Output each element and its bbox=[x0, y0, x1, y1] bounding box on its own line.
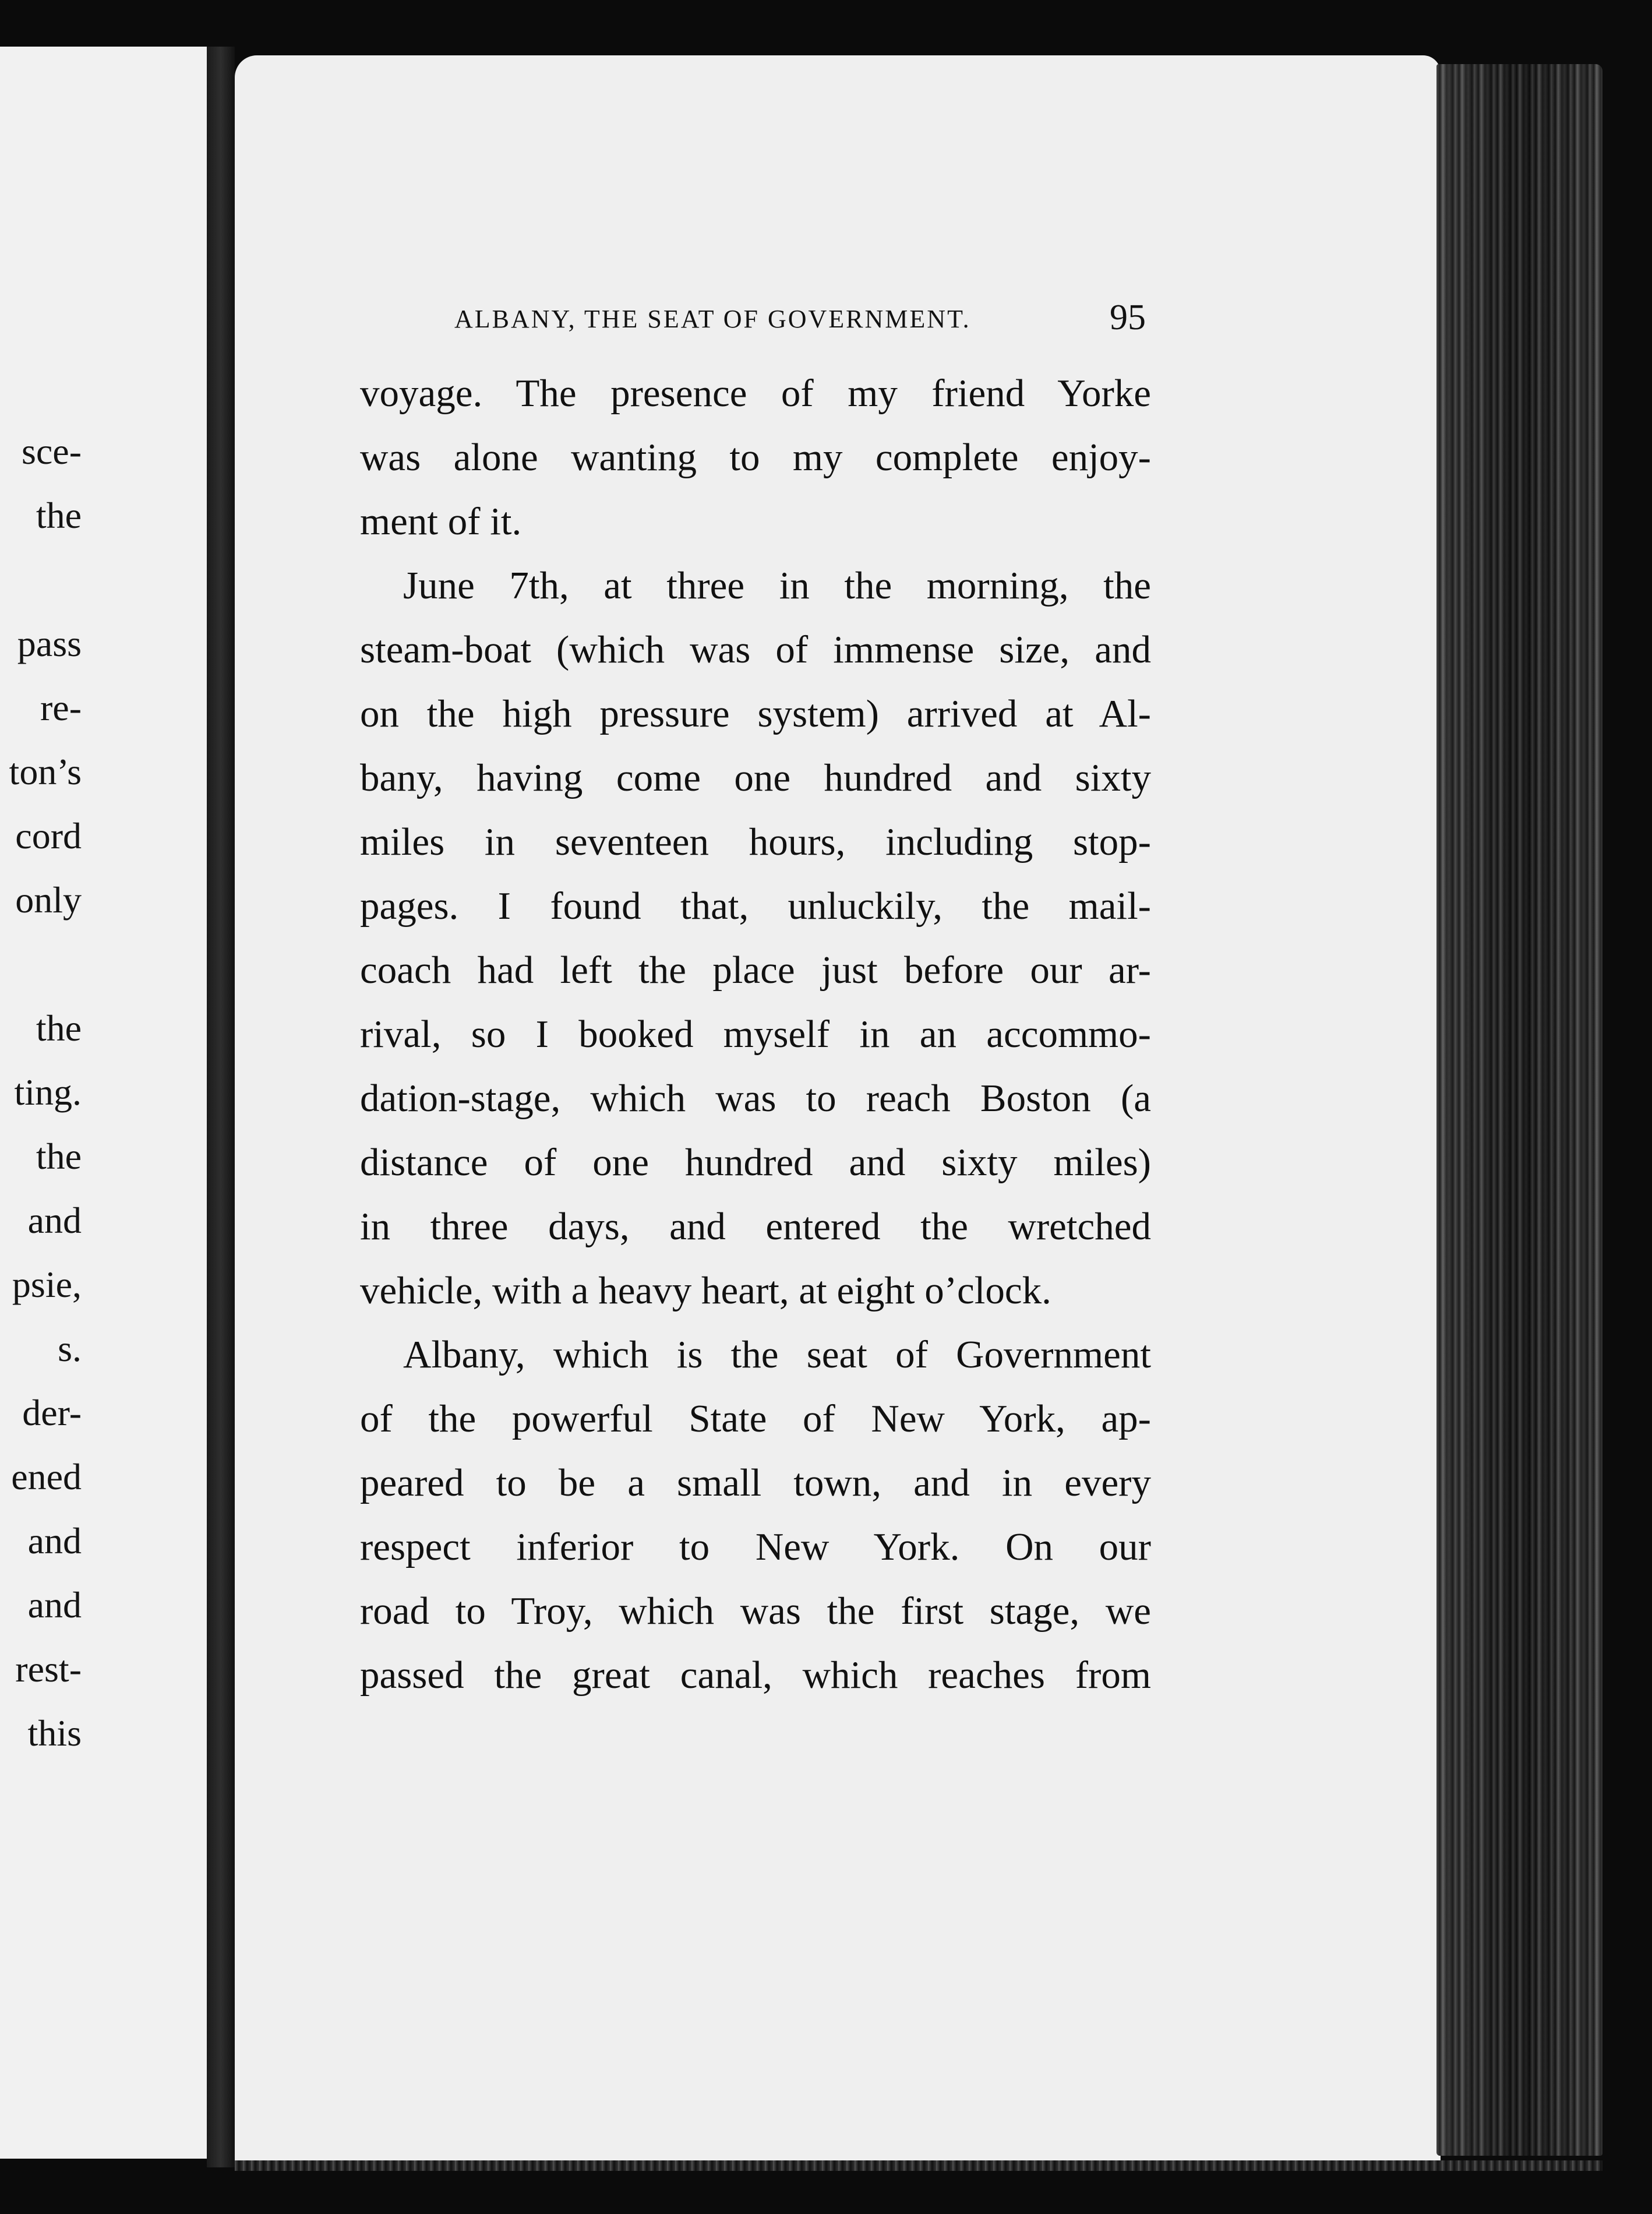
running-head: ALBANY, THE SEAT OF GOVERNMENT. bbox=[454, 305, 971, 333]
text-line: bany, having come one hundred and sixty bbox=[360, 756, 1151, 799]
text-line: dation-stage, which was to reach Boston (a bbox=[360, 1077, 1151, 1120]
left-line: der- bbox=[22, 1392, 82, 1433]
left-line: the bbox=[36, 495, 82, 536]
text-line: June 7th, at three in the morning, the bbox=[403, 564, 1151, 607]
text-line: pages. I found that, unluckily, the mail- bbox=[360, 884, 1151, 928]
left-line: ton’s bbox=[9, 751, 82, 792]
text-line: of the powerful State of New York, ap- bbox=[360, 1397, 1151, 1440]
left-line: this bbox=[27, 1712, 82, 1754]
text-line: miles in seventeen hours, including stop- bbox=[360, 820, 1151, 863]
left-page-text bbox=[0, 419, 82, 1765]
page-number: 95 bbox=[1110, 298, 1146, 337]
left-page bbox=[0, 47, 210, 2159]
text-line: voyage. The presence of my friend Yorke bbox=[360, 372, 1151, 415]
left-line-blank bbox=[0, 932, 82, 996]
page-header bbox=[454, 297, 1153, 344]
text-line: on the high pressure system) arrived at Al- bbox=[360, 692, 1151, 735]
body-text bbox=[360, 361, 1151, 1707]
left-line: cord bbox=[15, 815, 82, 856]
left-line: the bbox=[36, 1136, 82, 1177]
left-line: only bbox=[15, 879, 82, 921]
text-line: road to Troy, which was the first stage, we bbox=[360, 1589, 1151, 1633]
left-line: and bbox=[27, 1200, 82, 1241]
left-line: psie, bbox=[12, 1264, 82, 1305]
left-line: and bbox=[27, 1584, 82, 1626]
text-line: distance of one hundred and sixty miles) bbox=[360, 1141, 1151, 1184]
fore-edge-shading bbox=[1436, 64, 1602, 2156]
book-gutter bbox=[207, 47, 235, 2167]
left-line: re- bbox=[40, 687, 82, 728]
left-line: and bbox=[27, 1520, 82, 1561]
text-line: in three days, and entered the wretched bbox=[360, 1205, 1151, 1248]
text-line: rival, so I booked myself in an accommo- bbox=[360, 1013, 1151, 1056]
left-line: the bbox=[36, 1007, 82, 1049]
text-line: coach had left the place just before our ar- bbox=[360, 949, 1151, 992]
text-line: respect inferior to New York. On our bbox=[360, 1525, 1151, 1568]
left-line: ened bbox=[11, 1456, 82, 1497]
left-line: sce- bbox=[21, 431, 82, 472]
text-line: was alone wanting to my complete enjoy- bbox=[360, 436, 1151, 479]
text-line: steam-boat (which was of immense size, and bbox=[360, 628, 1151, 671]
text-line: peared to be a small town, and in every bbox=[360, 1461, 1151, 1504]
left-line-blank bbox=[0, 548, 82, 612]
text-line: Albany, which is the seat of Government bbox=[403, 1333, 1151, 1376]
left-line: pass bbox=[17, 623, 82, 664]
text-line: passed the great canal, which reaches from bbox=[360, 1654, 1151, 1697]
text-line: ment of it. bbox=[360, 500, 522, 543]
text-line: vehicle, with a heavy heart, at eight o’clock. bbox=[360, 1269, 1051, 1312]
left-line: ting. bbox=[14, 1071, 82, 1113]
book-bottom-edge bbox=[235, 2160, 1602, 2171]
left-line: rest- bbox=[15, 1648, 82, 1690]
left-line: s. bbox=[58, 1328, 82, 1369]
